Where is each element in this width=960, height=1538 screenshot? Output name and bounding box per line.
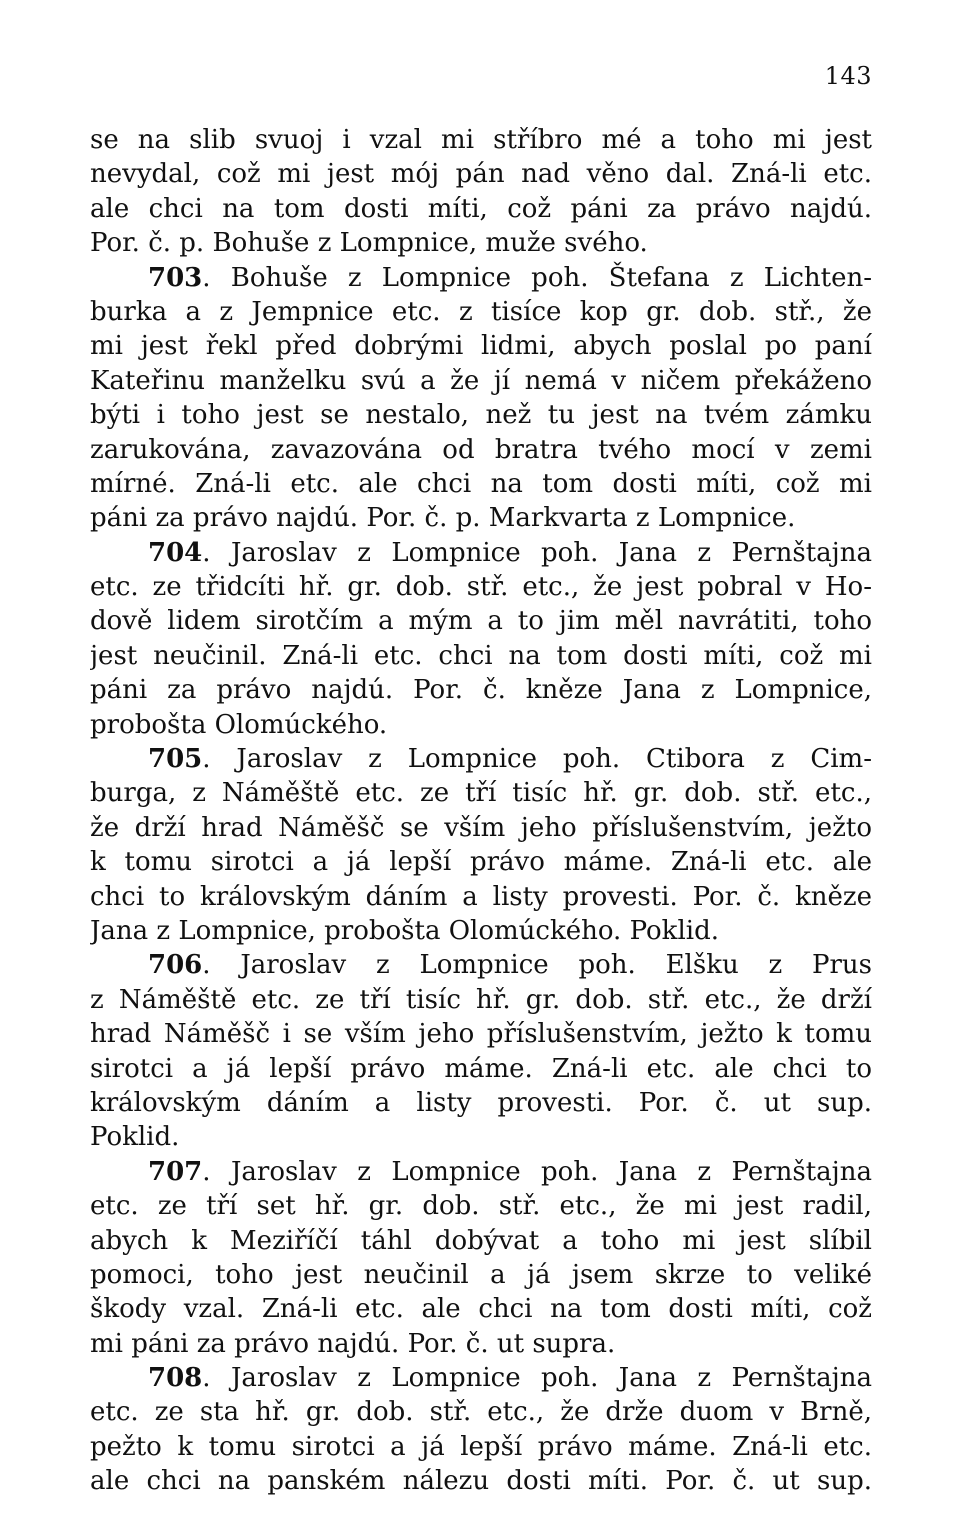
text-line xyxy=(90,329,872,363)
line-text: hrad Náměšč i se vším jeho příslušenstvím, ježto k tomu xyxy=(90,1019,872,1050)
text-line xyxy=(90,1430,872,1464)
entry-first-line xyxy=(90,948,872,982)
line-text: ale chci na tom dosti míti, což páni za právo najdú. xyxy=(90,193,872,224)
text-line xyxy=(90,295,872,329)
line-text: páni za právo najdú. Por. č. kněze Jana z Lompnice, xyxy=(90,675,872,706)
text-line xyxy=(90,398,872,432)
entry-first-line xyxy=(90,742,872,776)
text-line xyxy=(90,501,872,535)
text-line xyxy=(90,1327,872,1361)
text-line xyxy=(90,914,872,948)
text-line xyxy=(90,1052,872,1086)
text-line xyxy=(90,1017,872,1051)
line-text: dově lidem sirotčím a mým a to jim měl navrátiti, toho xyxy=(90,606,872,637)
entry-number: 704 xyxy=(148,537,203,568)
text-line xyxy=(90,776,872,810)
text-line xyxy=(90,467,872,501)
text-line xyxy=(90,1224,872,1258)
line-text: Por. č. p. Bohuše z Lompnice, muže svého. xyxy=(90,228,648,259)
text-line xyxy=(90,226,872,260)
text-block xyxy=(90,123,872,1499)
line-text: škody vzal. Zná-li etc. ale chci na tom dosti míti, což xyxy=(90,1294,872,1325)
text-line xyxy=(90,845,872,879)
line-text: Jana z Lompnice, probošta Olomúckého. Poklid. xyxy=(90,915,719,946)
text-line xyxy=(90,604,872,638)
text-line xyxy=(90,1086,872,1120)
line-text: páni za právo najdú. Por. č. p. Markvarta z Lompnice. xyxy=(90,503,796,534)
text-line xyxy=(90,1395,872,1429)
line-text: pežto k tomu sirotci a já lepší právo máme. Zná-li etc. xyxy=(90,1431,872,1462)
text-line xyxy=(90,433,872,467)
line-text: etc. ze tří set hř. gr. dob. stř. etc., že mi jest radil, xyxy=(90,1191,872,1222)
text-line xyxy=(90,708,872,742)
text-line xyxy=(90,673,872,707)
line-text: abych k Meziříčí táhl dobývat a toho mi jest slíbil xyxy=(90,1225,872,1256)
text-line xyxy=(90,1120,872,1154)
entry-first-line xyxy=(90,536,872,570)
line-text: etc. ze třidcíti hř. gr. dob. stř. etc., že jest pobral v Ho- xyxy=(90,572,872,603)
line-text: nevydal, což mi jest mój pán nad věno dal. Zná-li etc. xyxy=(90,159,872,190)
line-text: sirotci a já lepší právo máme. Zná-li etc. ale chci to xyxy=(90,1053,872,1084)
text-line xyxy=(90,123,872,157)
text-line xyxy=(90,811,872,845)
entry-number: 703 xyxy=(148,262,203,293)
line-text: jest neučinil. Zná-li etc. chci na tom dosti míti, což mi xyxy=(90,640,872,671)
line-text: . Jaroslav z Lompnice poh. Jana z Pernštajna xyxy=(202,537,872,568)
line-text: pomoci, toho jest neučinil a já jsem skrze to veliké xyxy=(90,1259,872,1290)
line-text: burga, z Náměště etc. ze tří tisíc hř. gr. dob. stř. etc., xyxy=(90,778,872,809)
entry-number: 708 xyxy=(148,1363,203,1394)
entry-number: 706 xyxy=(148,950,203,981)
line-text: etc. ze sta hř. gr. dob. stř. etc., že drže duom v Brně, xyxy=(90,1397,872,1428)
line-text: Poklid. xyxy=(90,1122,180,1153)
line-text: . Jaroslav z Lompnice poh. Jana z Pernštajna xyxy=(202,1156,872,1187)
line-text: mi jest řekl před dobrými lidmi, abych poslal po paní xyxy=(90,331,872,362)
entry-number: 707 xyxy=(148,1156,203,1187)
text-line xyxy=(90,1189,872,1223)
text-line xyxy=(90,983,872,1017)
line-text: že drží hrad Náměšč se vším jeho příslušenstvím, ježto xyxy=(90,812,872,843)
text-line xyxy=(90,364,872,398)
line-text: královským dáním a listy provesti. Por. č. ut sup. xyxy=(90,1087,872,1118)
line-text: k tomu sirotci a já lepší právo máme. Zná-li etc. ale xyxy=(90,847,872,878)
line-text: . Jaroslav z Lompnice poh. Elšku z Prus xyxy=(202,950,872,981)
text-line xyxy=(90,880,872,914)
page-number: 143 xyxy=(824,62,872,90)
line-text: burka a z Jempnice etc. z tisíce kop gr. dob. stř., že xyxy=(90,296,872,327)
text-line xyxy=(90,1292,872,1326)
line-text: zarukována, zavazována od bratra tvého mocí v zemi xyxy=(90,434,872,465)
text-line xyxy=(90,192,872,226)
text-line xyxy=(90,1464,872,1498)
entry-number: 705 xyxy=(148,744,203,775)
line-text: ale chci na panském nálezu dosti míti. Por. č. ut sup. xyxy=(90,1466,872,1497)
line-text: probošta Olomúckého. xyxy=(90,709,388,740)
entry-first-line xyxy=(90,1361,872,1395)
text-line xyxy=(90,570,872,604)
line-text: . Bohuše z Lompnice poh. Štefana z Lichten- xyxy=(202,262,872,293)
entry-first-line xyxy=(90,261,872,295)
line-text: Kateřinu manželku svú a že jí nemá v ničem překáženo xyxy=(90,365,872,396)
line-text: . Jaroslav z Lompnice poh. Jana z Pernštajna xyxy=(202,1363,872,1394)
line-text: mi páni za právo najdú. Por. č. ut supra. xyxy=(90,1328,616,1359)
line-text: chci to královským dáním a listy provesti. Por. č. kněze xyxy=(90,881,872,912)
line-text: . Jaroslav z Lompnice poh. Ctibora z Cim- xyxy=(202,744,872,775)
line-text: se na slib svuoj i vzal mi stříbro mé a toho mi jest xyxy=(90,125,872,155)
text-line xyxy=(90,639,872,673)
text-line xyxy=(90,157,872,191)
text-line xyxy=(90,1258,872,1292)
line-text: z Náměště etc. ze tří tisíc hř. gr. dob. stř. etc., že drží xyxy=(90,984,872,1015)
entry-first-line xyxy=(90,1155,872,1189)
line-text: mírné. Zná-li etc. ale chci na tom dosti míti, což mi xyxy=(90,468,872,499)
line-text: býti i toho jest se nestalo, než tu jest na tvém zámku xyxy=(90,400,872,431)
